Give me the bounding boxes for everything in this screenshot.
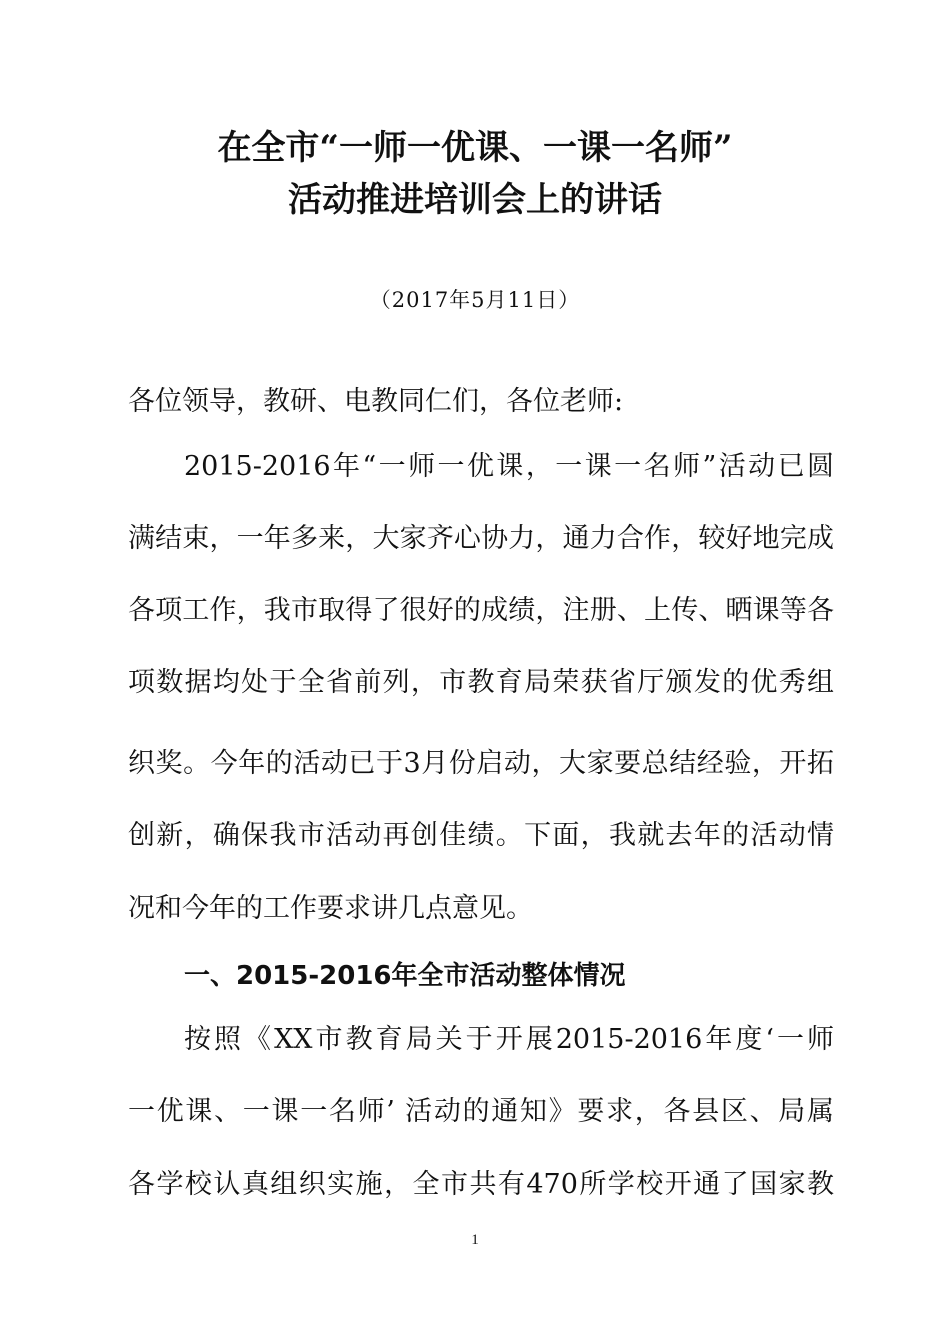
- document-title-line-1: 在全市“一师一优课、一课一名师”: [217, 128, 733, 168]
- paragraph-1-line-6: 创新，确保我市活动再创佳绩。下面，我就去年的活动情: [128, 820, 834, 851]
- paragraph-1-line-7: 况和今年的工作要求讲几点意见。: [128, 893, 533, 924]
- paragraph-2-line-1: 按照《XX市教育局关于开展2015-2016年度‘一师: [184, 1024, 834, 1055]
- paragraph-2-line-2: 一优课、一课一名师’ 活动的通知》要求，各县区、局属: [128, 1096, 834, 1127]
- paragraph-1-line-5: 织奖。今年的活动已于3月份启动，大家要总结经验，开拓: [128, 748, 834, 779]
- page-number: 1: [471, 1232, 479, 1248]
- salutation: 各位领导，教研、电教同仁们，各位老师:: [128, 386, 624, 417]
- speech-date: （2017年5月11日）: [369, 288, 581, 312]
- paragraph-2-line-3: 各学校认真组织实施，全市共有470所学校开通了国家教: [128, 1169, 834, 1200]
- paragraph-1-line-4: 项数据均处于全省前列，市教育局荣获省厅颁发的优秀组: [128, 667, 834, 698]
- paragraph-1-line-1: 2015-2016年“一师一优课，一课一名师”活动已圆: [184, 451, 834, 482]
- paragraph-1-line-3: 各项工作，我市取得了很好的成绩，注册、上传、晒课等各: [128, 595, 834, 626]
- document-title-line-2: 活动推进培训会上的讲话: [288, 180, 662, 220]
- section-1-heading: 一、2015-2016年全市活动整体情况: [184, 961, 626, 991]
- paragraph-1-line-2: 满结束，一年多来，大家齐心协力，通力合作，较好地完成: [128, 523, 834, 554]
